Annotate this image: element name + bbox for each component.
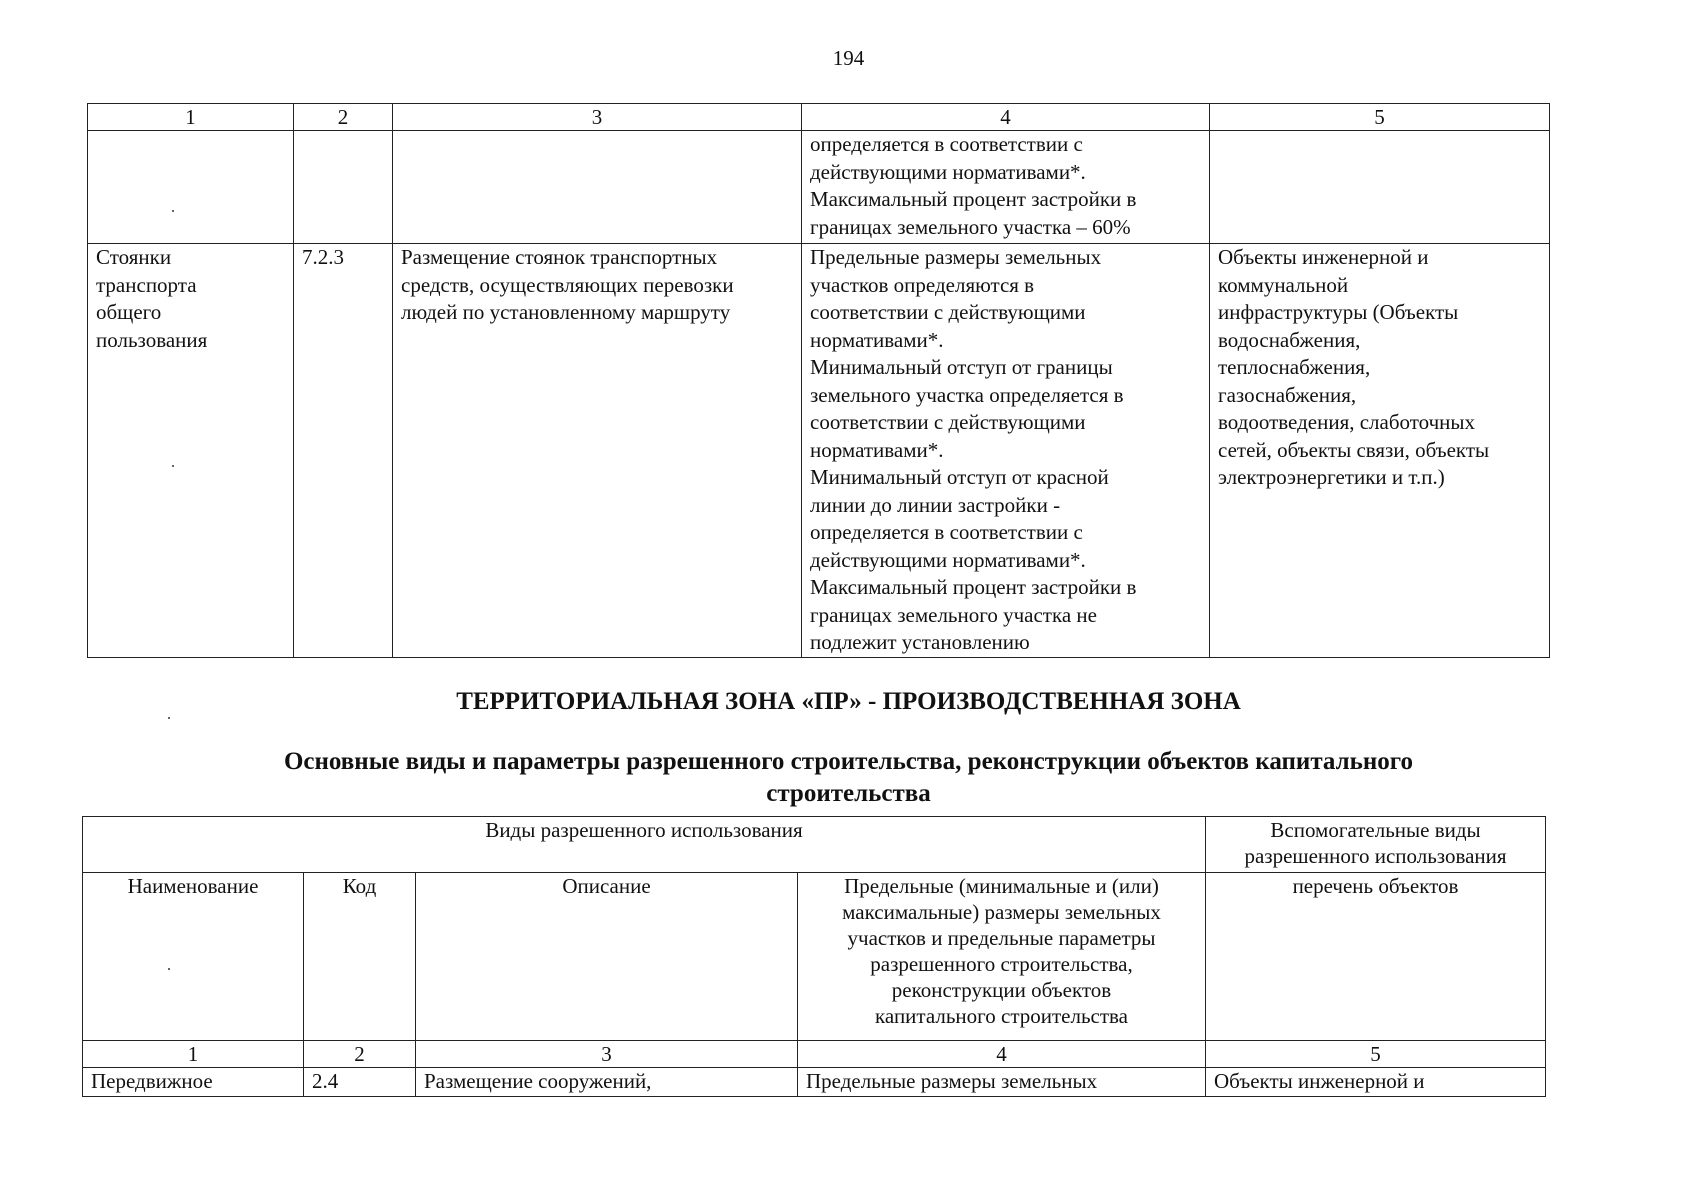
scan-speck [172, 210, 174, 212]
name-cell: Передвижное [83, 1068, 304, 1097]
parameters-cell: определяется в соответствии с действующими нормативами*. Максимальный процент застройки в границах земельного участка – 60% [802, 131, 1210, 244]
scan-speck [172, 465, 174, 467]
continuation-row [88, 131, 1550, 244]
zone-title: ТЕРРИТОРИАЛЬНАЯ ЗОНА «ПР» - ПРОИЗВОДСТВЕННАЯ ЗОНА [456, 688, 1241, 715]
parameters-cell: Предельные размеры земельных [798, 1068, 1206, 1097]
column-header-code: Код [304, 873, 416, 1041]
column-header-name: Наименование [83, 873, 304, 1041]
scan-speck [168, 968, 170, 970]
code-cell: 7.2.3 [294, 244, 393, 658]
column-number: 2 [294, 104, 393, 131]
column-header-parameters: Предельные (минимальные и (или) максимальные) размеры земельных участков и предельные параметры разрешенного строительства, реконструкции объектов капитального строительства [798, 873, 1206, 1041]
column-header-description: Описание [416, 873, 798, 1041]
scan-speck [168, 717, 170, 719]
column-number: 4 [802, 104, 1210, 131]
aux-header: Вспомогательные виды разрешенного использования [1206, 817, 1546, 873]
column-number-row [88, 104, 1550, 131]
description-cell: Размещение сооружений, [416, 1068, 798, 1097]
column-number: 4 [798, 1041, 1206, 1068]
column-number: 1 [88, 104, 294, 131]
group-header: Виды разрешенного использования [83, 817, 1206, 873]
column-number-row [83, 1041, 1546, 1068]
column-header-auxiliary: перечень объектов [1206, 873, 1546, 1041]
column-number: 5 [1206, 1041, 1546, 1068]
page-number: 194 [832, 46, 865, 70]
column-number: 3 [393, 104, 802, 131]
column-number: 3 [416, 1041, 798, 1068]
table-row [88, 244, 1550, 658]
description-cell: Размещение стоянок транспортных средств, осуществляющих перевозки людей по установленному маршруту [393, 244, 802, 658]
table-row [83, 1068, 1546, 1097]
group-header-row [83, 817, 1546, 873]
column-number: 2 [304, 1041, 416, 1068]
auxiliary-cell: Объекты инженерной и [1206, 1068, 1546, 1097]
regulations-table [82, 816, 1546, 1097]
name-cell: Стоянки транспорта общего пользования [88, 244, 294, 658]
auxiliary-cell: Объекты инженерной и коммунальной инфраструктуры (Объекты водоснабжения, теплоснабжения, газоснабжения, водоотведения, слаботочных сетей, объекты связи, объекты электроэнергетики и т.п.) [1210, 244, 1550, 658]
code-cell: 2.4 [304, 1068, 416, 1097]
column-header-row [83, 873, 1546, 1041]
column-number: 1 [83, 1041, 304, 1068]
section-subtitle: Основные виды и параметры разрешенного строительства, реконструкции объектов капитального строительства [283, 748, 1414, 807]
regulations-table-continued [87, 103, 1550, 658]
column-number: 5 [1210, 104, 1550, 131]
parameters-cell: Предельные размеры земельных участков определяются в соответствии с действующими нормативами*. Минимальный отступ от границы земельного участка определяется в соответствии с действующими нормативами*. Минимальный отступ от красной линии до линии застройки - определяется в соответствии с действующими нормативами*. Максимальный процент застройки в границах земельного участка не подлежит установлению [802, 244, 1210, 658]
